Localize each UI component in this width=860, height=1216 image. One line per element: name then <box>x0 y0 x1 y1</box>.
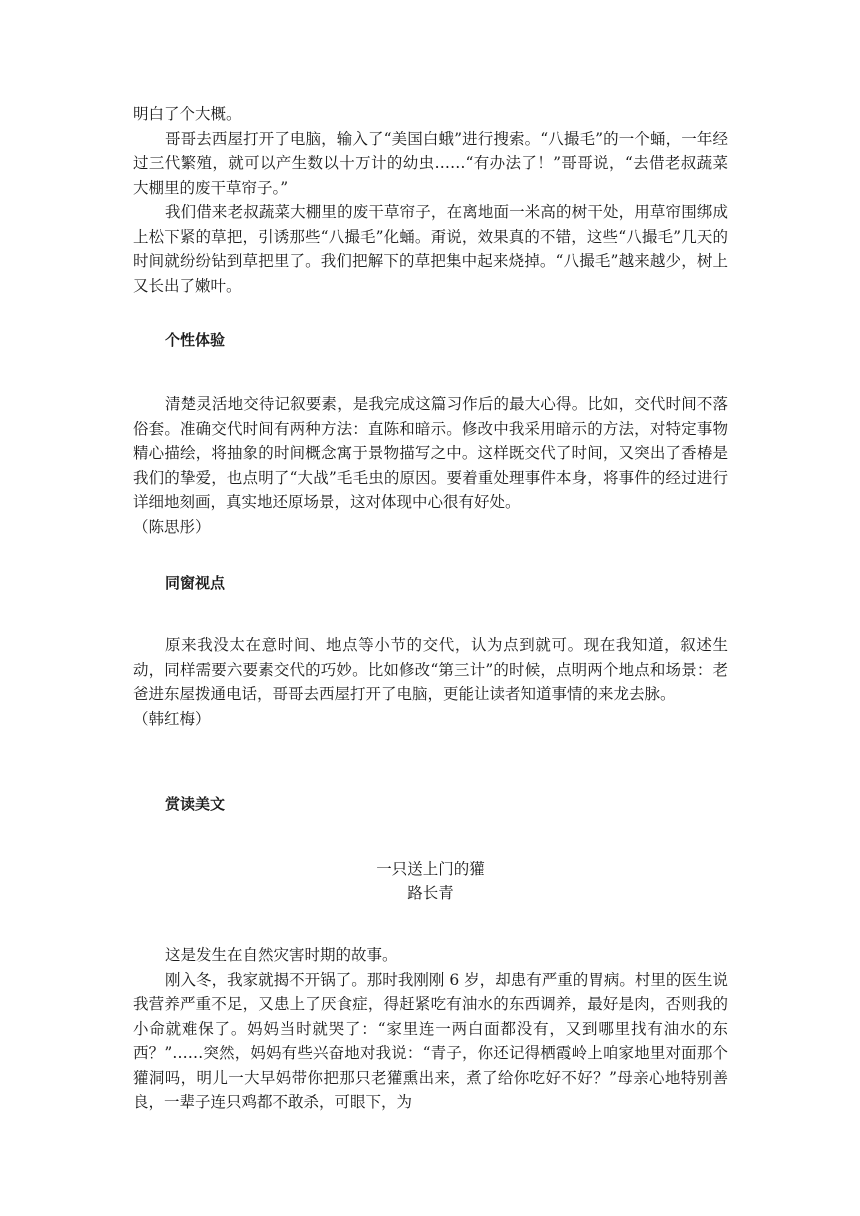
essay-paragraph-search: 哥哥去西屋打开了电脑，输入了“美国白蛾”进行搜索。“八撮毛”的一个蛹，一年经过三代繁殖，就可以产生数以十万计的幼虫……“有办法了！”哥哥说，“去借老叔蔬菜大棚里的废干草帘子。” <box>133 129 728 197</box>
essay-paragraph-ending: 明白了个大概。 <box>133 105 242 123</box>
article-paragraph-1: 这是发生在自然灾害时期的故事。 <box>165 946 398 964</box>
section-classmate-author: （韩红梅） <box>133 709 211 728</box>
article-paragraph-2: 刚入冬，我家就揭不开锅了。那时我刚刚 6 岁，却患有严重的胃病。村里的医生说我营养严重不足，又患上了厌食症，得赶紧吃有油水的东西调养，最好是肉，否则我的小命就难保了。妈妈当时就哭了：“家里连一两白面都没有，又到哪里找有油水的东西？”……突然，妈妈有些兴奋地对我说：“青子，你还记得栖霞岭上咱家地里对面那个獾洞吗，明儿一大早妈带你把那只老獾熏出来，煮了给你吃好不好？”母亲心地特别善良，一辈子连只鸡都不敢杀，可眼下，为 <box>133 970 728 1111</box>
section-heading-classmate: 同窗视点 <box>165 574 226 592</box>
section-heading-reading: 赏读美文 <box>165 795 226 813</box>
article-title: 一只送上门的獾 <box>376 860 485 878</box>
section-personal-body: 清楚灵活地交待记叙要素，是我完成这篇习作后的最大心得。比如，交代时间不落俗套。准确交代时间有两种方法：直陈和暗示。修改中我采用暗示的方法，对特定事物精心描绘，将抽象的时间概念寓于景物描写之中。这样既交代了时间，又突出了香椿是我们的挚爱，也点明了“大战”毛毛虫的原因。要着重处理事件本身，将事件的经过进行详细地刻画，真实地还原场景，这对体现中心很有好处。 <box>133 395 728 511</box>
section-classmate-body: 原来我没太在意时间、地点等小节的交代，认为点到就可。现在我知道，叙述生动，同样需要六要素交代的巧妙。比如修改“第三计”的时候，点明两个地点和场景：老爸进东屋拨通电话，哥哥去西屋打开了电脑，更能让读者知道事情的来龙去脉。 <box>133 636 728 703</box>
section-personal-author: （陈思彤） <box>133 517 211 536</box>
section-heading-personal: 个性体验 <box>165 331 226 349</box>
essay-paragraph-straw: 我们借来老叔蔬菜大棚里的废干草帘子，在离地面一米高的树干处，用草帘围绑成上松下紧的草把，引诱那些“八撮毛”化蛹。甭说，效果真的不错，这些“八撮毛”几天的时间就纷纷钻到草把里了。我们把解下的草把集中起来烧掉。“八撮毛”越来越少，树上又长出了嫩叶。 <box>133 203 728 295</box>
article-byline: 路长青 <box>407 884 454 902</box>
